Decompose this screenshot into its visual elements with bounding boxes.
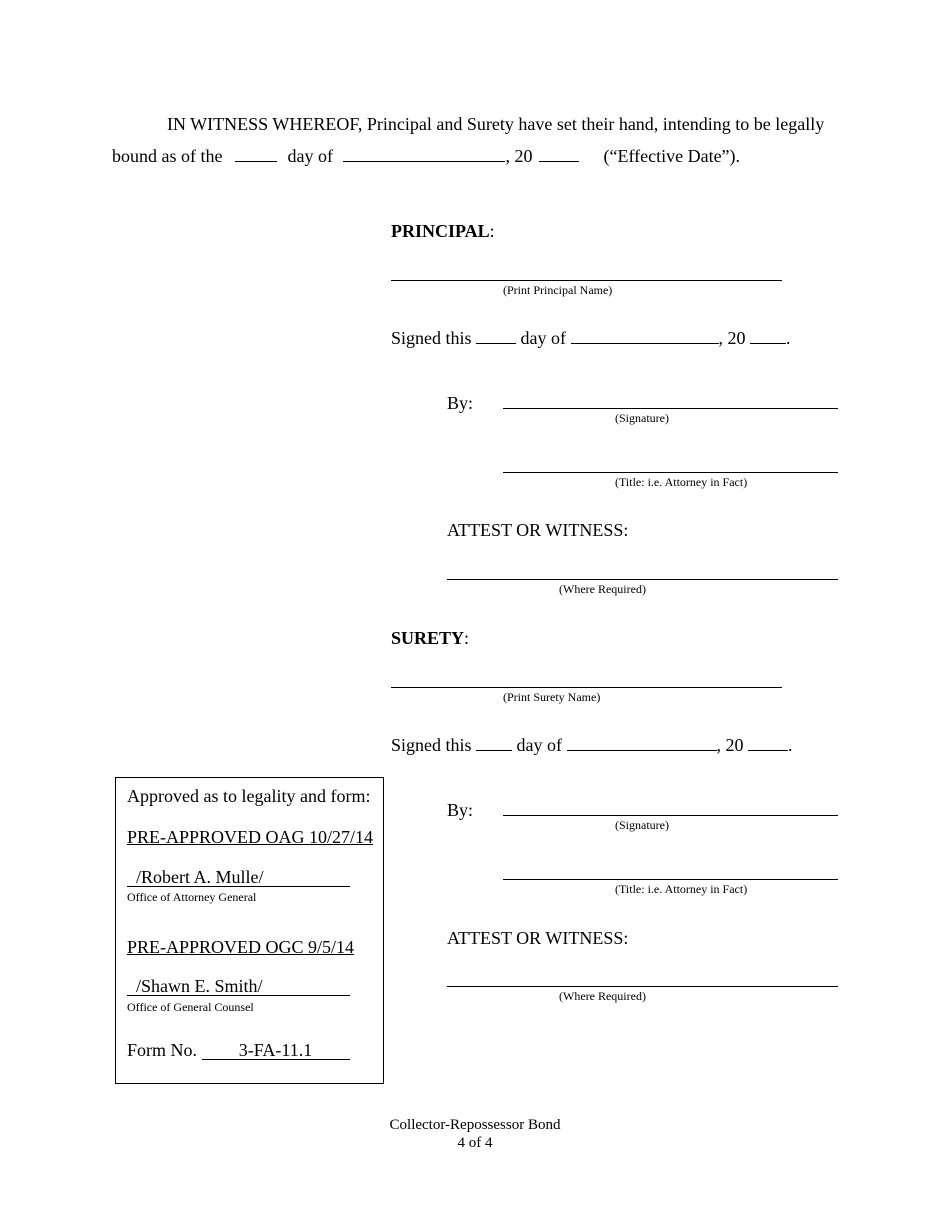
principal-heading: PRINCIPAL: (391, 221, 495, 241)
principal-year-blank[interactable] (750, 327, 786, 344)
witness-line-1: IN WITNESS WHEREOF, Principal and Surety have set their hand, intending to be legally (167, 114, 825, 134)
oag-signer: /Robert A. Mulle/ (136, 867, 264, 887)
witness-comma-20: , 20 (505, 146, 533, 166)
oag-office: Office of Attorney General (127, 890, 257, 904)
surety-period: . (788, 735, 793, 755)
effective-month-blank[interactable] (343, 145, 505, 162)
surety-signed-this: Signed this (391, 735, 472, 755)
principal-period: . (786, 328, 791, 348)
footer-page-number: 4 of 4 (457, 1135, 493, 1151)
principal-day-blank[interactable] (476, 327, 516, 344)
ogc-office: Office of General Counsel (127, 1000, 254, 1014)
surety-signature-caption: (Signature) (615, 818, 669, 832)
principal-name-caption: (Print Principal Name) (503, 283, 613, 297)
principal-where-required: (Where Required) (559, 582, 646, 596)
principal-comma-20: , 20 (718, 328, 746, 348)
effective-year-blank[interactable] (539, 145, 579, 162)
surety-signature-line[interactable] (503, 815, 838, 816)
surety-heading: SURETY: (391, 628, 470, 648)
oag-signer-line (127, 868, 350, 887)
form-number-row (127, 1039, 350, 1061)
principal-attest-label: ATTEST OR WITNESS: (447, 520, 629, 540)
surety-witness-line[interactable] (447, 986, 838, 987)
surety-title-line[interactable] (503, 879, 838, 880)
principal-day-of: day of (520, 328, 566, 348)
principal-signed-this: Signed this (391, 328, 472, 348)
surety-comma-20: , 20 (716, 735, 744, 755)
surety-name-caption: (Print Surety Name) (503, 690, 601, 704)
principal-month-blank[interactable] (571, 327, 719, 344)
surety-by-label: By: (447, 800, 474, 820)
witness-effective-date: (“Effective Date”). (603, 146, 741, 166)
witness-bound-as-of: bound as of the (112, 146, 223, 166)
surety-day-of: day of (516, 735, 562, 755)
principal-signature-line[interactable] (503, 408, 838, 409)
ogc-signer-line (127, 977, 350, 996)
principal-title-caption: (Title: i.e. Attorney in Fact) (615, 475, 748, 489)
witness-day-of: day of (287, 146, 333, 166)
effective-day-blank[interactable] (235, 145, 277, 162)
footer-title: Collector-Repossessor Bond (389, 1117, 561, 1133)
surety-day-blank[interactable] (476, 734, 512, 751)
surety-attest-label: ATTEST OR WITNESS: (447, 928, 629, 948)
form-number-label: Form No. (127, 1040, 198, 1060)
form-number-value: 3-FA-11.1 (202, 1041, 350, 1060)
approval-heading: Approved as to legality and form: (127, 786, 371, 806)
surety-title-caption: (Title: i.e. Attorney in Fact) (615, 882, 748, 896)
ogc-signer: /Shawn E. Smith/ (136, 976, 263, 996)
principal-signature-caption: (Signature) (615, 411, 669, 425)
principal-title-line[interactable] (503, 472, 838, 473)
surety-month-blank[interactable] (567, 734, 717, 751)
oag-preapproval: PRE-APPROVED OAG 10/27/14 (127, 827, 374, 847)
witness-line-2 (112, 145, 740, 167)
surety-signed-line (391, 734, 793, 756)
principal-witness-line[interactable] (447, 579, 838, 580)
approval-box (115, 777, 384, 1084)
principal-by-label: By: (447, 393, 474, 413)
principal-name-line[interactable] (391, 280, 782, 281)
surety-year-blank[interactable] (748, 734, 788, 751)
principal-signed-line (391, 327, 791, 349)
surety-name-line[interactable] (391, 687, 782, 688)
ogc-preapproval: PRE-APPROVED OGC 9/5/14 (127, 937, 355, 957)
surety-where-required: (Where Required) (559, 989, 646, 1003)
